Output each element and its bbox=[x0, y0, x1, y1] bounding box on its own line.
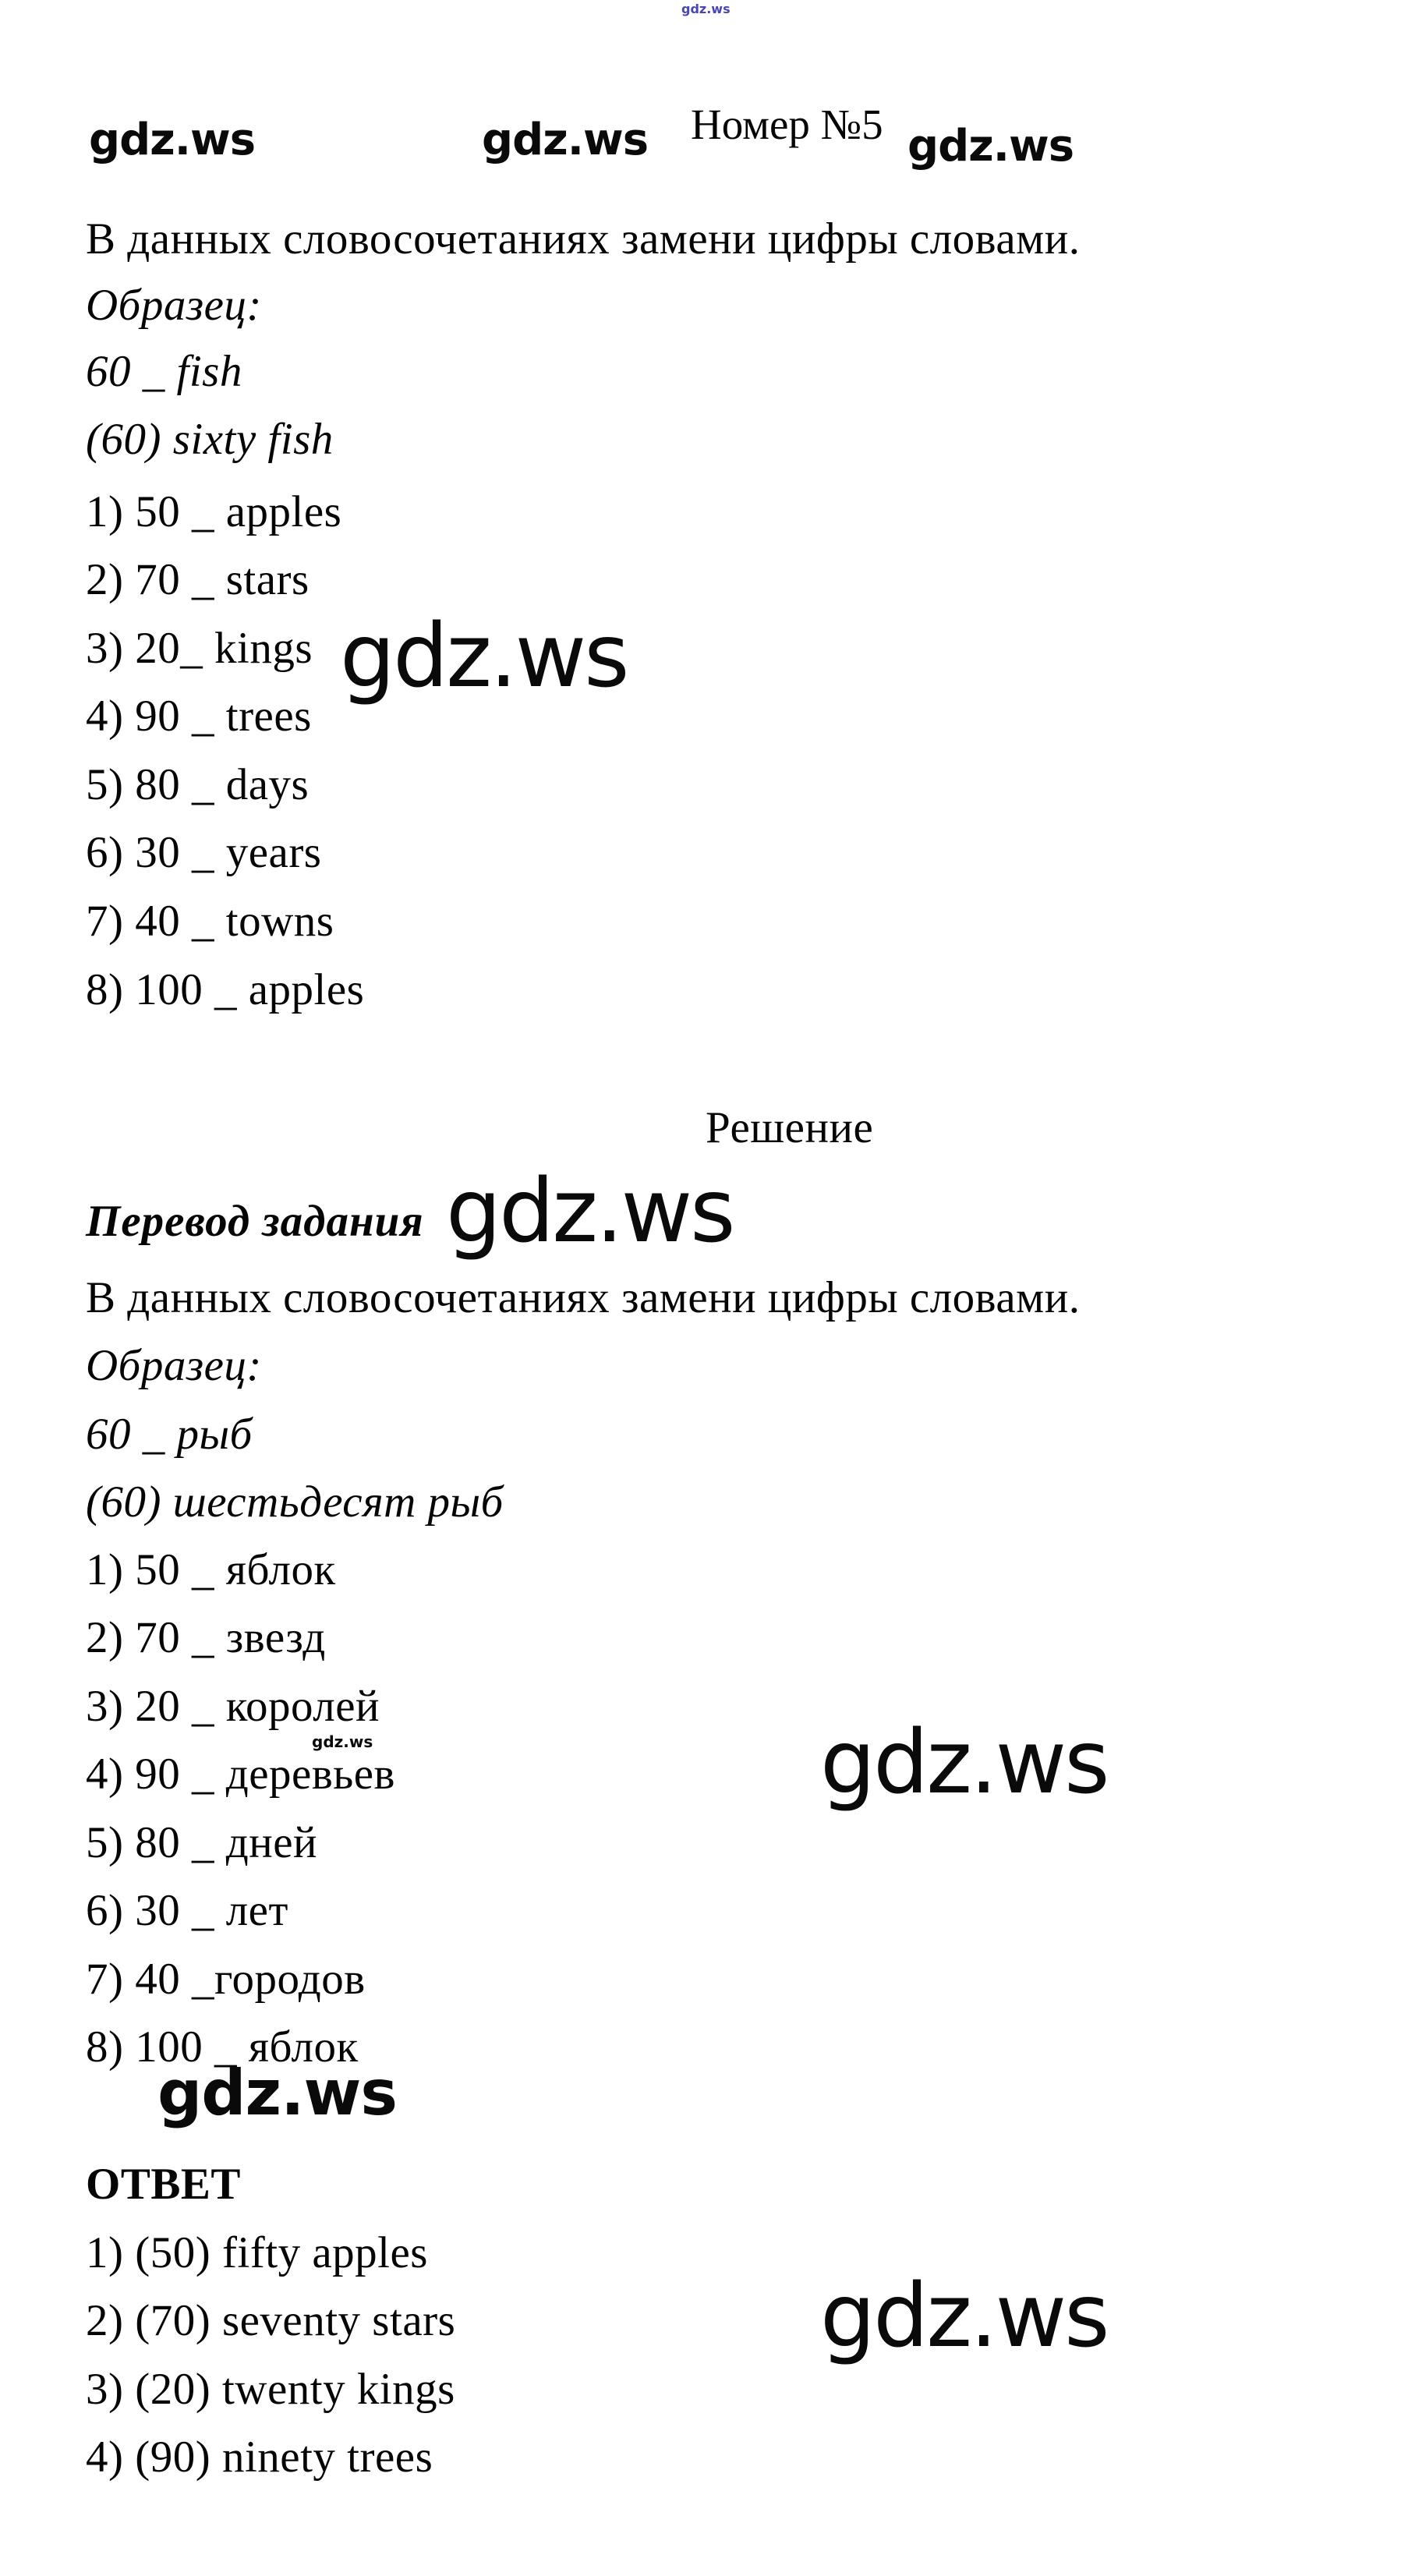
answer-item: 2) (70) seventy stars bbox=[86, 2296, 456, 2345]
translation-item: 4) 90 _ деревьев bbox=[86, 1750, 395, 1799]
watermark-inline-translation-heading: gdz.ws bbox=[446, 1161, 734, 1262]
translation-sample-task: 60 _ рыб bbox=[86, 1410, 253, 1459]
answer-item: 3) (20) twenty kings bbox=[86, 2365, 455, 2414]
task-item: 3) 20_ kings bbox=[86, 624, 313, 673]
task-sample-task: 60 _ fish bbox=[86, 347, 242, 396]
watermark-header-right: gdz.ws bbox=[907, 121, 1074, 172]
task-item: 4) 90 _ trees bbox=[86, 692, 312, 741]
translation-item: 2) 70 _ звезд bbox=[86, 1613, 326, 1662]
watermark-tiny-above-word: gdz.ws bbox=[312, 1732, 373, 1751]
task-item: 1) 50 _ apples bbox=[86, 487, 342, 536]
translation-item: 6) 30 _ лет bbox=[86, 1886, 288, 1935]
answer-item: 1) (50) fifty apples bbox=[86, 2228, 428, 2277]
task-item: 5) 80 _ days bbox=[86, 760, 310, 809]
answer-heading: ОТВЕТ bbox=[86, 2160, 241, 2209]
task-item: 7) 40 _ towns bbox=[86, 897, 334, 946]
translation-heading: Перевод задания bbox=[86, 1197, 424, 1246]
task-instruction: В данных словосочетаниях замени цифры словами. bbox=[86, 214, 1081, 264]
translation-item: 1) 50 _ яблок bbox=[86, 1545, 336, 1594]
translation-instruction: В данных словосочетаниях замени цифры словами. bbox=[86, 1273, 1081, 1322]
page-title: Номер №5 bbox=[691, 101, 883, 148]
watermark-below-list: gdz.ws bbox=[157, 2057, 398, 2129]
translation-item: 8) 100 _ яблок bbox=[86, 2022, 359, 2072]
translation-item: 5) 80 _ дней bbox=[86, 1818, 318, 1867]
watermark-inline-task: gdz.ws bbox=[340, 606, 628, 707]
watermark-header-left: gdz.ws bbox=[89, 115, 256, 165]
watermark-header-center: gdz.ws bbox=[482, 115, 649, 165]
task-item: 8) 100 _ apples bbox=[86, 965, 365, 1014]
watermark-top-tiny: gdz.ws bbox=[681, 2, 731, 16]
watermark-right-bottom: gdz.ws bbox=[820, 2266, 1108, 2367]
task-sample-label: Образец: bbox=[86, 281, 262, 330]
watermark-right-middle: gdz.ws bbox=[820, 1712, 1108, 1813]
task-item: 2) 70 _ stars bbox=[86, 555, 310, 604]
solution-heading: Решение bbox=[706, 1103, 874, 1152]
task-sample-answer: (60) sixty fish bbox=[86, 415, 334, 464]
translation-sample-answer: (60) шестьдесят рыб bbox=[86, 1477, 504, 1527]
translation-item: 7) 40 _городов bbox=[86, 1955, 366, 2004]
translation-sample-label: Образец: bbox=[86, 1341, 262, 1390]
answer-item: 4) (90) ninety trees bbox=[86, 2433, 433, 2482]
translation-item: 3) 20 _ королей bbox=[86, 1682, 380, 1731]
task-item: 6) 30 _ years bbox=[86, 828, 322, 877]
